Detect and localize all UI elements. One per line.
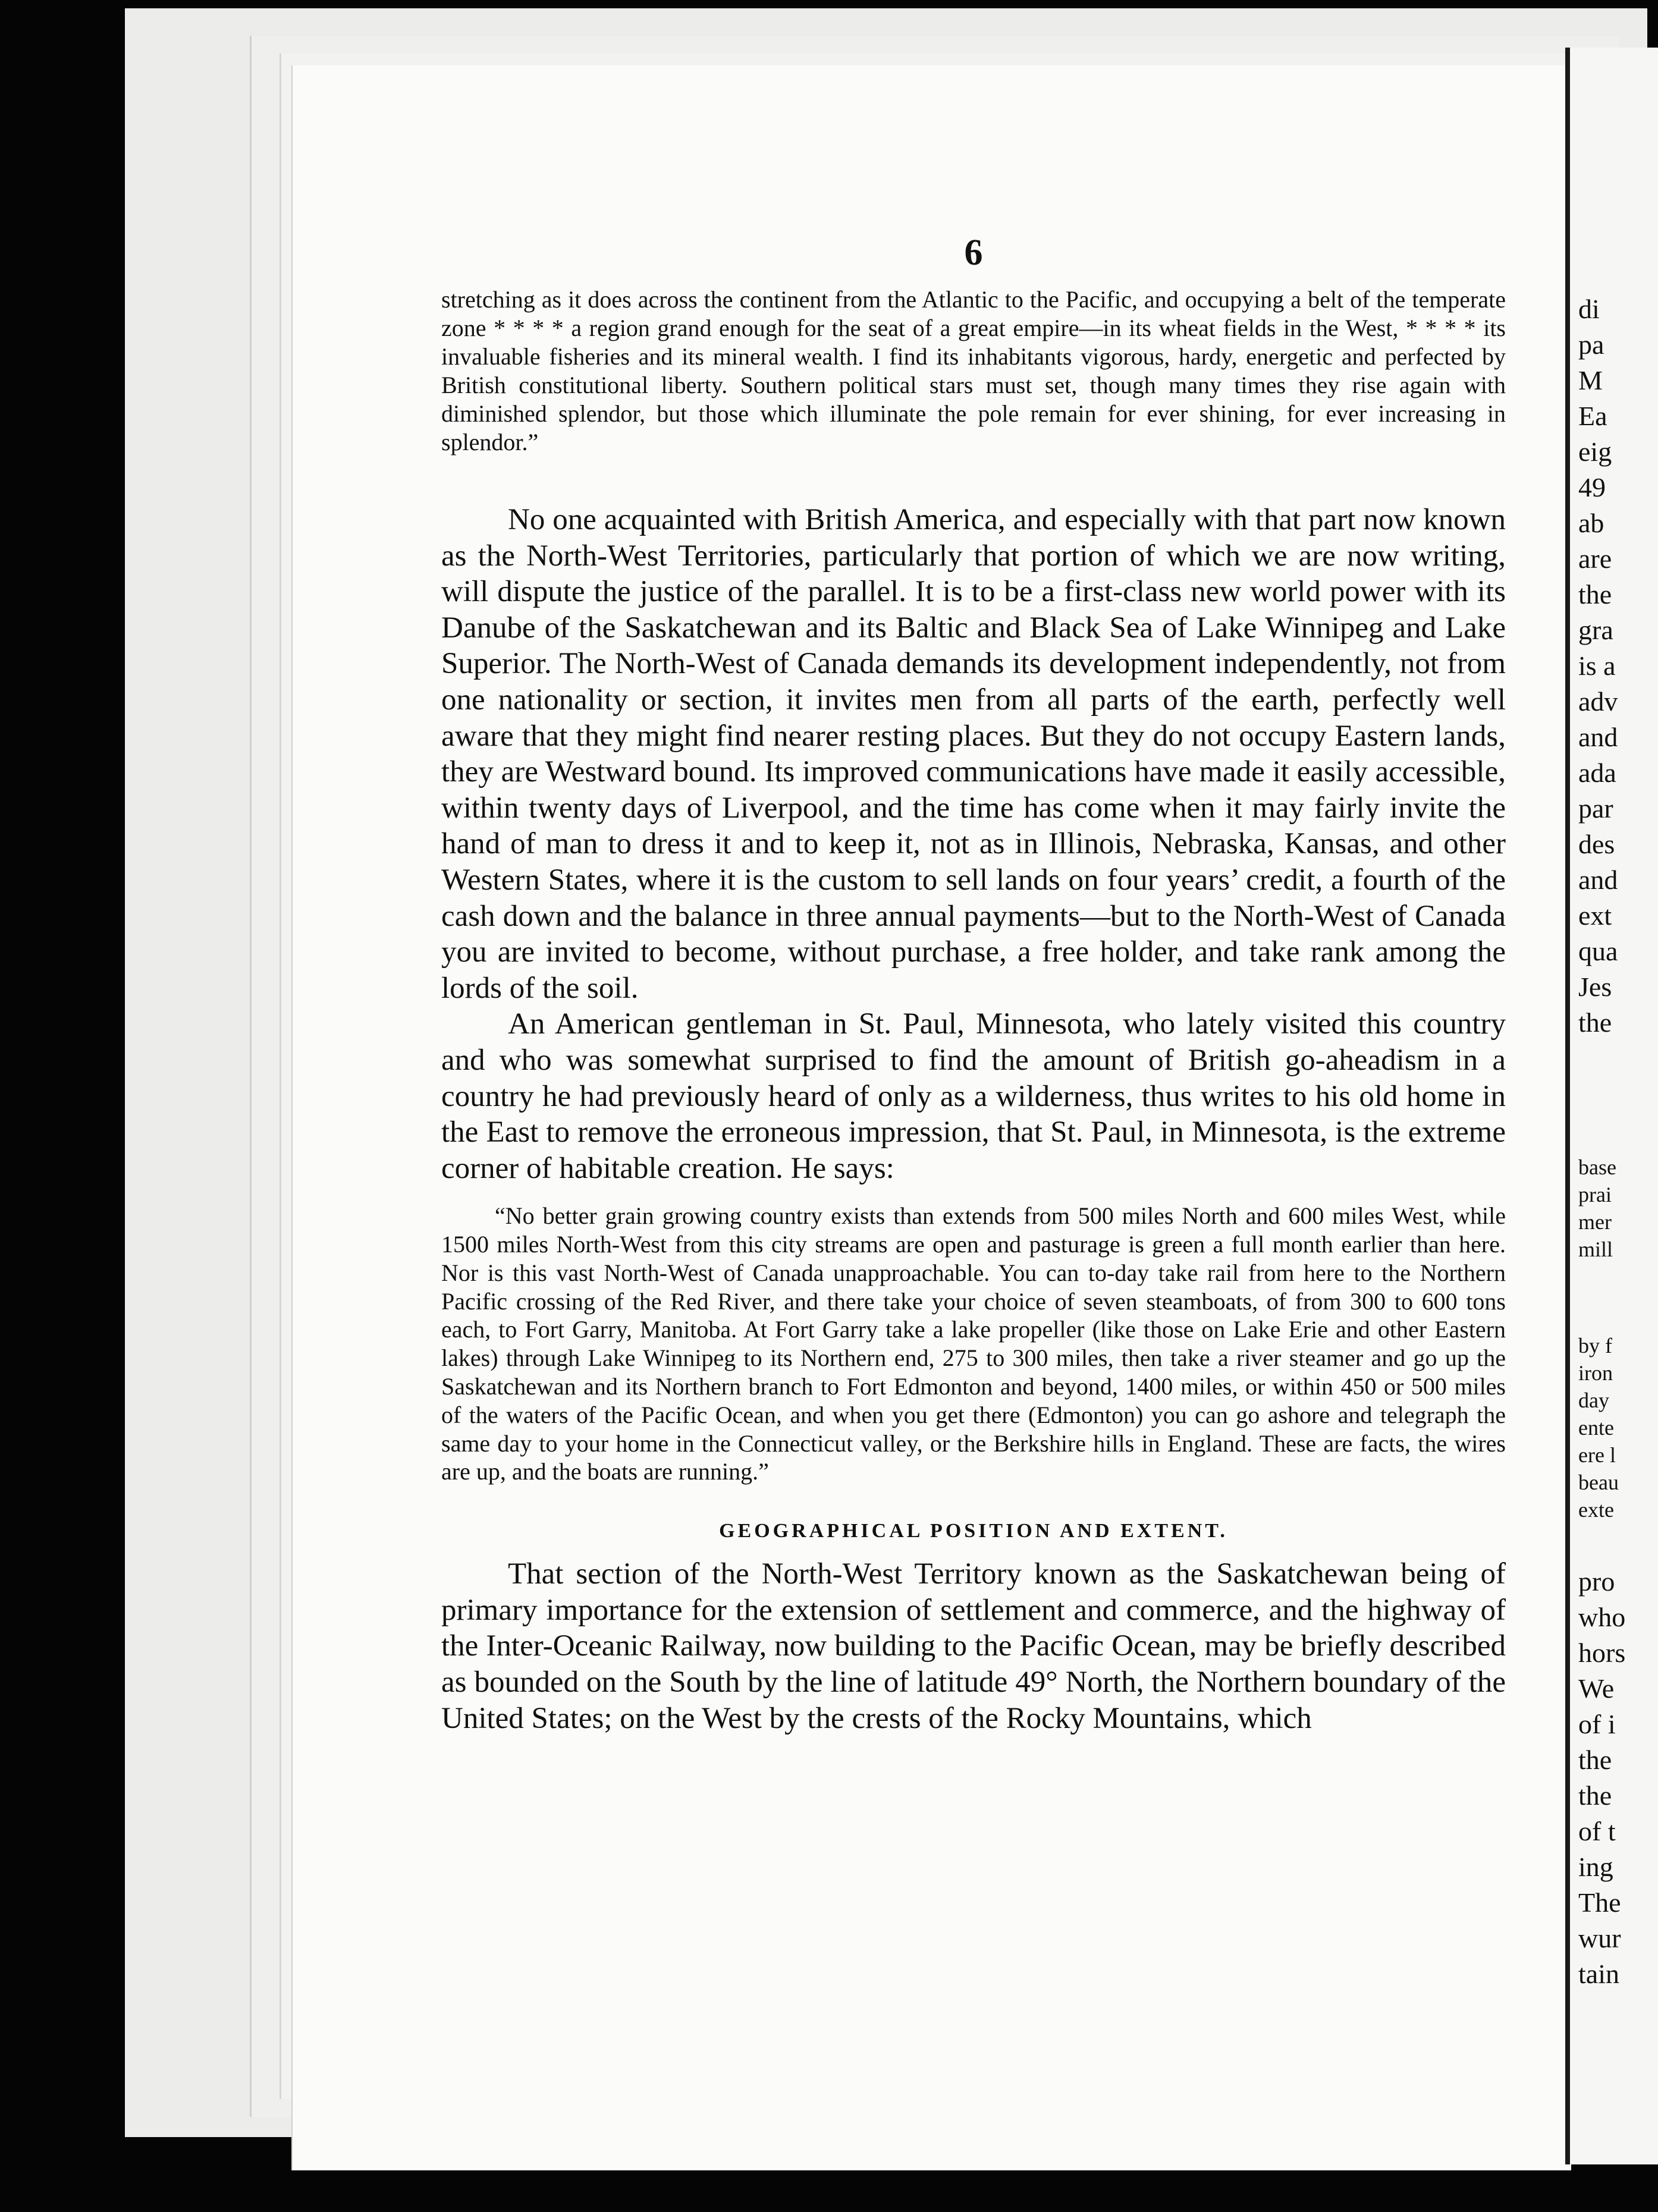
facing-page-text-fragment: M — [1578, 365, 1603, 395]
section-heading: GEOGRAPHICAL POSITION AND EXTENT. — [719, 1520, 1228, 1542]
facing-page-text-fragment: iron — [1578, 1361, 1613, 1385]
paragraph: No one acquainted with British America, and especially with that part now known as the North-West Territories, particularly that portion of which we are now writing, will dispute the justice of the parallel. It is to be a first-class new world power with its Danube of the Saskatchewan and its Baltic and Black Sea of Lake Winnipeg and Lake Superior. The North-West of Canada demands its development independently, not from one nationality or section, it invites men from all parts of the earth, perfectly well aware that they might find nearer resting places. But they do not occupy Eastern lands, they are Westward bound. Its improved communications have made it easily accessible, within twenty days of Liverpool, and the time has come when it may fairly invite the hand of man to dress it and to keep it, not as in Illinois, Nebraska, Kansas, and other Western States, where it is the custom to sell lands on four years’ credit, a fourth of the cash down and the balance in three annual payments—but to the North-West of Canada you are invited to become, without purchase, a free holder, and take rank among the lords of the soil. — [441, 503, 1506, 1005]
block-quote: “No better grain growing country exists than extends from 500 miles North and 600 miles West, while 1500 miles North-West from this city streams are open and pasturage is green a full month earlier than here. Nor is this vast North-West of Canada unapproachable. You can to-day take rail from here to the Northern Pacific crossing of the Red River, and there take your choice of seven steamboats, of from 300 to 600 tons each, to Fort Garry, Manitoba. At Fort Garry take a lake propeller (like those on Lake Erie and other Eastern lakes) through Lake Winnipeg to its Northern end, 275 to 300 miles, then take a river steamer and go up the Saskatchewan and its Northern branch to Fort Edmonton and beyond, 1400 miles, or within 450 or 500 miles of the waters of the Pacific Ocean, and when you get there (Edmonton) you can go ashore and telegraph the same day to your home in the Connecticut valley, or the Berkshire hills in England. These are facts, the wires are up, and the boats are running.” — [441, 1202, 1506, 1485]
facing-page-text-fragment: ext — [1578, 900, 1612, 931]
facing-page-text-fragment: Jes — [1578, 972, 1612, 1002]
facing-page-text-fragment: and — [1578, 865, 1618, 895]
facing-page-text-fragment: of t — [1578, 1816, 1616, 1846]
facing-page-text-fragment: qua — [1578, 936, 1618, 966]
facing-page-text-fragment: of i — [1578, 1709, 1616, 1739]
facing-page-text-fragment: the — [1578, 579, 1612, 609]
continued-quote: stretching as it does across the continent from the Atlantic to the Pacific, and occupying a belt of the temperate zone * * * * a region grand enough for the seat of a great empire—in its wheat fields in the West, * * * * its invaluable fisheries and its mineral wealth. I find its inhabitants vigorous, hardy, energetic and perfected by British constitutional liberty. Southern political stars must set, though many times they rise again with diminished splendor, but those which illuminate the pole remain for ever shining, for ever increasing in splendor.” — [441, 286, 1506, 455]
facing-page-text-fragment: Ea — [1578, 401, 1607, 431]
facing-page-text-fragment: The — [1578, 1887, 1621, 1918]
facing-page-text-fragment: are — [1578, 543, 1612, 574]
paragraph: That section of the North-West Territory known as the Saskatchewan being of primary importance for the extension of settlement and commerce, and the highway of the Inter-Oceanic Railway, now building to the Pacific Ocean, may be briefly described as bounded on the South by the line of latitude 49° North, the Northern boundary of the United States; on the West by the crests of the Rocky Mountains, which — [441, 1557, 1506, 1735]
facing-page-text-fragment: des — [1578, 829, 1615, 859]
facing-page-text-fragment: gra — [1578, 615, 1613, 645]
facing-page-text-fragment: ere l — [1578, 1443, 1616, 1467]
facing-page-text-fragment: hors — [1578, 1638, 1626, 1668]
facing-page-text-fragment: ab — [1578, 508, 1604, 538]
facing-page-text-fragment: eig — [1578, 436, 1612, 467]
facing-page-text-fragment: ada — [1578, 758, 1616, 788]
spacer — [441, 1186, 1506, 1202]
facing-page-text-fragment: wur — [1578, 1923, 1621, 1953]
facing-page-text-fragment: prai — [1578, 1183, 1612, 1206]
facing-page-text-fragment: mer — [1578, 1210, 1612, 1234]
facing-page-text-fragment: is a — [1578, 651, 1616, 681]
facing-page-text-fragment: by f — [1578, 1334, 1612, 1358]
facing-page-text-fragment: 49 — [1578, 472, 1606, 502]
page-number: 6 — [964, 232, 983, 273]
facing-page-text-fragment: adv — [1578, 686, 1618, 717]
spacer — [441, 457, 1506, 502]
facing-page-text-fragment: the — [1578, 1745, 1612, 1775]
facing-page-text-fragment: ente — [1578, 1416, 1614, 1440]
facing-page-text-fragment: pa — [1578, 329, 1604, 360]
facing-page-text-fragment: di — [1578, 294, 1600, 324]
facing-page-text-fragment: and — [1578, 722, 1618, 752]
facing-page-text-fragment: day — [1578, 1388, 1609, 1412]
facing-page-text-fragment: ing — [1578, 1852, 1613, 1882]
facing-page-text-fragment: tain — [1578, 1959, 1619, 1989]
facing-page-edge — [1570, 48, 1658, 2164]
facing-page-text-fragment: exte — [1578, 1498, 1614, 1522]
facing-page-text-fragment: We — [1578, 1673, 1615, 1704]
facing-page-text-fragment: who — [1578, 1602, 1626, 1632]
facing-page-text-fragment: mill — [1578, 1237, 1613, 1261]
facing-page-text-fragment: base — [1578, 1155, 1616, 1179]
facing-page-text-fragment: par — [1578, 793, 1613, 824]
facing-page-text-fragment: the — [1578, 1780, 1612, 1811]
facing-page-text-fragment: the — [1578, 1007, 1612, 1038]
document-page — [291, 65, 1571, 2170]
page-content — [441, 220, 1506, 1736]
paragraph: An American gentleman in St. Paul, Minnesota, who lately visited this country and who was somewhat surprised to find the amount of British go-aheadism in a country he had previously heard of only as a wilderness, thus writes to his old home in the East to remove the erroneous impression, that St. Paul, in Minnesota, is the extreme corner of habitable creation. He says: — [441, 1007, 1506, 1185]
facing-page-text-fragment: beau — [1578, 1471, 1619, 1494]
facing-page-text-fragment: pro — [1578, 1566, 1615, 1597]
